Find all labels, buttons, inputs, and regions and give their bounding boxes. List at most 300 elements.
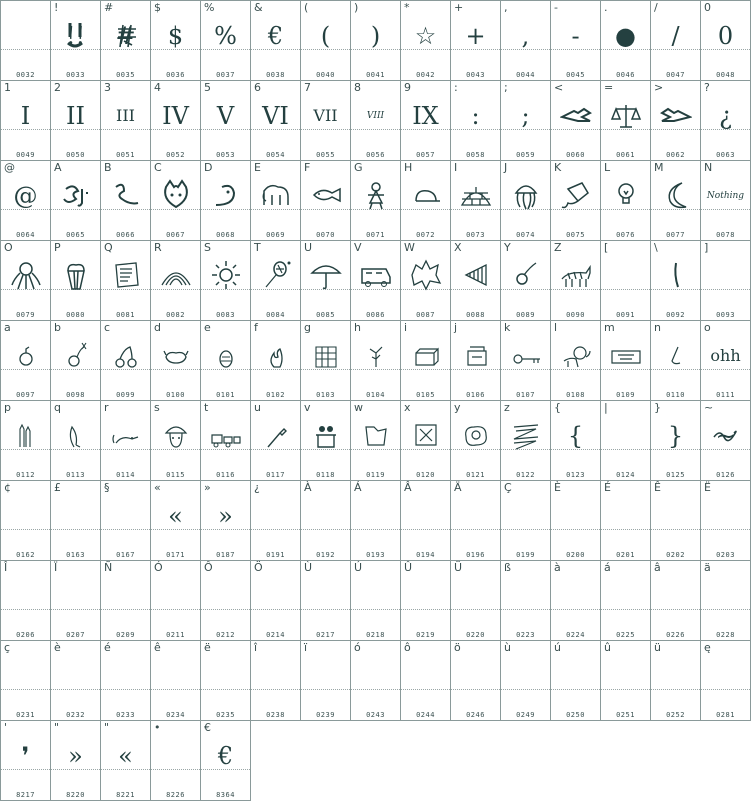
glyph-cell bbox=[450, 400, 501, 481]
code-label: 0099 bbox=[116, 391, 135, 399]
code-label: 0046 bbox=[616, 71, 635, 79]
character-label: • bbox=[154, 721, 161, 734]
character-label: " bbox=[104, 721, 110, 734]
glyph-cell bbox=[0, 400, 51, 481]
glyph-cell bbox=[600, 160, 651, 241]
baseline-guide bbox=[701, 529, 750, 530]
glyph-cell bbox=[550, 640, 601, 721]
character-label: @ bbox=[4, 161, 15, 174]
glyph-cell bbox=[700, 480, 751, 561]
code-label: 0219 bbox=[416, 631, 435, 639]
code-label: 0033 bbox=[66, 71, 85, 79]
code-label: 0086 bbox=[366, 311, 385, 319]
glyph-cell bbox=[200, 480, 251, 561]
code-label: 0102 bbox=[266, 391, 285, 399]
character-label: Y bbox=[504, 241, 511, 254]
character-label: 0 bbox=[704, 1, 711, 14]
kite-icon bbox=[560, 179, 592, 211]
glyph-cell bbox=[200, 400, 251, 481]
glyph-cell bbox=[50, 640, 101, 721]
character-label: % bbox=[204, 1, 215, 14]
character-label: B bbox=[104, 161, 112, 174]
code-label: 0231 bbox=[16, 711, 35, 719]
baseline-guide bbox=[301, 609, 350, 610]
nose-icon bbox=[660, 339, 692, 371]
guillemet-left-icon: « bbox=[168, 502, 183, 530]
character-label: S bbox=[204, 241, 211, 254]
house-tree-icon bbox=[360, 339, 392, 371]
glyph-cell bbox=[600, 480, 651, 561]
code-label: 0192 bbox=[316, 551, 335, 559]
code-label: 0196 bbox=[466, 551, 485, 559]
code-label: 8221 bbox=[116, 791, 135, 799]
umbrella-icon bbox=[310, 259, 342, 291]
brace-left-icon: { bbox=[567, 422, 584, 450]
code-label: 0187 bbox=[216, 551, 235, 559]
ampersand-icon: € bbox=[267, 22, 284, 50]
glyph-cell bbox=[500, 640, 551, 721]
character-label: ; bbox=[504, 81, 508, 94]
glyph-cell bbox=[700, 400, 751, 481]
code-label: 0249 bbox=[516, 711, 535, 719]
code-label: 0162 bbox=[16, 551, 35, 559]
roman-two-icon: II bbox=[66, 102, 85, 130]
character-label: m bbox=[604, 321, 615, 334]
roman-six-icon: VI bbox=[262, 102, 289, 130]
code-label: 0053 bbox=[216, 151, 235, 159]
character-label: b bbox=[54, 321, 61, 334]
baseline-guide bbox=[201, 689, 250, 690]
lion-icon bbox=[560, 339, 592, 371]
code-label: 0121 bbox=[466, 471, 485, 479]
glyph-cell bbox=[600, 240, 651, 321]
glyph-cell bbox=[150, 320, 201, 401]
code-label: 0223 bbox=[516, 631, 535, 639]
glyph-cell bbox=[50, 560, 101, 641]
code-label: 0214 bbox=[266, 631, 285, 639]
glyph-cell bbox=[0, 720, 51, 801]
glyph-cell bbox=[550, 0, 601, 81]
baseline-guide bbox=[651, 689, 700, 690]
character-label: Ô bbox=[204, 561, 213, 574]
glyph-cell bbox=[150, 720, 201, 801]
character-label: ~ bbox=[704, 401, 714, 414]
glyph-cell bbox=[250, 320, 301, 401]
crocodile-left-icon bbox=[560, 99, 592, 131]
baseline-guide bbox=[1, 529, 50, 530]
character-label: h bbox=[354, 321, 361, 334]
paren-right-icon: ) bbox=[370, 22, 381, 50]
character-label: w bbox=[354, 401, 363, 414]
glyph-cell bbox=[700, 160, 751, 241]
baseline-guide bbox=[601, 289, 650, 290]
character-label: : bbox=[454, 81, 458, 94]
code-label: 0252 bbox=[666, 711, 685, 719]
character-label: Ï bbox=[54, 561, 58, 574]
baseline-guide bbox=[51, 609, 100, 610]
code-label: 0055 bbox=[316, 151, 335, 159]
baseline-guide bbox=[601, 689, 650, 690]
character-label: § bbox=[104, 481, 110, 494]
baseline-guide bbox=[101, 609, 150, 610]
glyph-cell bbox=[100, 480, 151, 561]
character-label: À bbox=[304, 481, 312, 494]
x-box-icon bbox=[410, 419, 442, 451]
character-label: U bbox=[304, 241, 313, 254]
code-label: 0059 bbox=[516, 151, 535, 159]
code-label: 0120 bbox=[416, 471, 435, 479]
code-label: 0074 bbox=[516, 231, 535, 239]
code-label: 0212 bbox=[216, 631, 235, 639]
baseline-guide bbox=[201, 609, 250, 610]
glyph-cell bbox=[450, 80, 501, 161]
baseline-guide bbox=[501, 529, 550, 530]
character-label: - bbox=[554, 1, 558, 14]
brace-right-icon: } bbox=[667, 422, 684, 450]
glyph-cell bbox=[200, 560, 251, 641]
code-label: 0123 bbox=[566, 471, 585, 479]
code-label: 0104 bbox=[366, 391, 385, 399]
glyph-cell bbox=[400, 560, 451, 641]
glyph-cell bbox=[350, 0, 401, 81]
character-label: á bbox=[604, 561, 611, 574]
code-label: 0232 bbox=[66, 711, 85, 719]
character-label: K bbox=[554, 161, 562, 174]
code-label: 0066 bbox=[116, 231, 135, 239]
code-label: 0124 bbox=[616, 471, 635, 479]
baseline-guide bbox=[251, 529, 300, 530]
code-label: 0056 bbox=[366, 151, 385, 159]
apostrophe-icon: ❜ bbox=[21, 742, 30, 770]
glyph-cell bbox=[600, 560, 651, 641]
code-label: 0065 bbox=[66, 231, 85, 239]
glyph-cell bbox=[500, 320, 551, 401]
at-icon: @ bbox=[13, 182, 38, 210]
character-label: ! bbox=[54, 1, 59, 14]
glyph-cell bbox=[300, 480, 351, 561]
character-label: ) bbox=[354, 1, 359, 14]
character-label: ę bbox=[704, 641, 711, 654]
baseline-guide bbox=[451, 609, 500, 610]
code-label: 0118 bbox=[316, 471, 335, 479]
baseline-guide bbox=[451, 529, 500, 530]
code-label: 0218 bbox=[366, 631, 385, 639]
hyphen-icon: - bbox=[571, 22, 580, 50]
glyph-cell bbox=[500, 80, 551, 161]
code-label: 0054 bbox=[266, 151, 285, 159]
code-label: 0206 bbox=[16, 631, 35, 639]
girl-icon bbox=[360, 179, 392, 211]
character-label: à bbox=[554, 561, 561, 574]
character-label: c bbox=[104, 321, 111, 334]
character-label: | bbox=[604, 401, 608, 414]
character-label: C bbox=[154, 161, 162, 174]
code-label: 0071 bbox=[366, 231, 385, 239]
character-label: Ç bbox=[504, 481, 512, 494]
character-label: { bbox=[554, 401, 561, 414]
cherries-icon bbox=[110, 339, 142, 371]
character-label: Ù bbox=[304, 561, 313, 574]
character-label: £ bbox=[54, 481, 61, 494]
character-label: l bbox=[554, 321, 558, 334]
glyph-cell bbox=[700, 0, 751, 81]
baseline-guide bbox=[401, 689, 450, 690]
jar-icon bbox=[460, 339, 492, 371]
dog-icon bbox=[160, 339, 192, 371]
glyph-cell bbox=[550, 400, 601, 481]
glyph-cell bbox=[300, 400, 351, 481]
glyph-cell bbox=[350, 480, 401, 561]
guillemet-right-icon: » bbox=[218, 502, 233, 530]
character-label: ( bbox=[304, 1, 309, 14]
character-label: è bbox=[54, 641, 61, 654]
character-label: O bbox=[4, 241, 13, 254]
glyph-cell bbox=[350, 400, 401, 481]
rainbow-icon bbox=[160, 259, 192, 291]
baseline-guide bbox=[301, 689, 350, 690]
glyph-cell bbox=[600, 0, 651, 81]
code-label: 0042 bbox=[416, 71, 435, 79]
character-label: Û bbox=[404, 561, 413, 574]
character-label: Ú bbox=[354, 561, 363, 574]
code-label: 0211 bbox=[166, 631, 185, 639]
character-label: 1 bbox=[4, 81, 11, 94]
character-label: ü bbox=[654, 641, 661, 654]
code-label: 0238 bbox=[266, 711, 285, 719]
code-label: 0077 bbox=[666, 231, 685, 239]
code-label: 0067 bbox=[166, 231, 185, 239]
code-label: 0199 bbox=[516, 551, 535, 559]
code-label: 0097 bbox=[16, 391, 35, 399]
character-label: X bbox=[454, 241, 462, 254]
glyph-cell bbox=[650, 240, 701, 321]
code-label: 0044 bbox=[516, 71, 535, 79]
character-label: ï bbox=[304, 641, 308, 654]
balance-scale-icon bbox=[610, 99, 642, 131]
character-label: ' bbox=[4, 721, 8, 734]
glyph-cell bbox=[300, 80, 351, 161]
glyph-cell bbox=[550, 160, 601, 241]
glyph-cell bbox=[100, 640, 151, 721]
code-label: 0079 bbox=[16, 311, 35, 319]
code-label: 0200 bbox=[566, 551, 585, 559]
character-label: a bbox=[4, 321, 11, 334]
character-label: ¢ bbox=[4, 481, 11, 494]
paren-left-icon: ( bbox=[320, 22, 331, 50]
egg-icon bbox=[210, 339, 242, 371]
character-label: L bbox=[604, 161, 611, 174]
squiggle-icon bbox=[110, 179, 142, 211]
glyph-cell bbox=[100, 400, 151, 481]
code-label: 0063 bbox=[716, 151, 735, 159]
igloo-icon bbox=[460, 179, 492, 211]
character-label: Ñ bbox=[104, 561, 113, 574]
character-label: ë bbox=[204, 641, 211, 654]
euro-icon: € bbox=[217, 742, 234, 770]
glyph-cell bbox=[250, 240, 301, 321]
percent-icon: % bbox=[214, 22, 237, 50]
code-label: 0207 bbox=[66, 631, 85, 639]
glyph-cell bbox=[150, 240, 201, 321]
code-label: 0122 bbox=[516, 471, 535, 479]
code-label: 0117 bbox=[266, 471, 285, 479]
glyph-cell bbox=[350, 640, 401, 721]
code-label: 0043 bbox=[466, 71, 485, 79]
baseline-guide bbox=[551, 609, 600, 610]
colon-icon: : bbox=[471, 102, 480, 130]
code-label: 0045 bbox=[566, 71, 585, 79]
code-label: 0106 bbox=[466, 391, 485, 399]
character-label: o bbox=[704, 321, 711, 334]
glyph-cell bbox=[600, 320, 651, 401]
glyph-cell bbox=[350, 80, 401, 161]
baseline-guide bbox=[251, 689, 300, 690]
code-label: 0090 bbox=[566, 311, 585, 319]
character-label: q bbox=[54, 401, 61, 414]
glyph-cell bbox=[650, 160, 701, 241]
character-label: ß bbox=[504, 561, 511, 574]
baseline-guide bbox=[501, 689, 550, 690]
character-label: I bbox=[454, 161, 458, 174]
code-label: 0163 bbox=[66, 551, 85, 559]
code-label: 0072 bbox=[416, 231, 435, 239]
baseline-guide bbox=[401, 529, 450, 530]
glyph-cell bbox=[550, 240, 601, 321]
bird-head-icon bbox=[210, 179, 242, 211]
fire-icon bbox=[260, 339, 292, 371]
character-label: F bbox=[304, 161, 311, 174]
glyph-cell bbox=[700, 320, 751, 401]
code-label: 8364 bbox=[216, 791, 235, 799]
glyph-cell bbox=[700, 560, 751, 641]
glyph-cell bbox=[0, 240, 51, 321]
baseline-guide bbox=[251, 609, 300, 610]
baseline-guide bbox=[601, 609, 650, 610]
glyph-cell bbox=[400, 320, 451, 401]
roman-seven-icon: VII bbox=[313, 106, 338, 125]
code-label: 0191 bbox=[266, 551, 285, 559]
character-label: J bbox=[504, 161, 508, 174]
character-label: = bbox=[604, 81, 614, 94]
glyph-cell bbox=[250, 160, 301, 241]
character-label: Ë bbox=[704, 481, 711, 494]
dollar-icon: $ bbox=[167, 22, 184, 50]
code-label: 0226 bbox=[666, 631, 685, 639]
money-note-icon bbox=[610, 339, 642, 371]
crocodile-right-icon bbox=[660, 99, 692, 131]
character-label: ê bbox=[154, 641, 161, 654]
glyph-cell bbox=[150, 80, 201, 161]
code-label: 0126 bbox=[716, 471, 735, 479]
glyph-cell bbox=[400, 0, 451, 81]
glyph-cell bbox=[550, 480, 601, 561]
code-label: 0036 bbox=[166, 71, 185, 79]
character-label: y bbox=[454, 401, 461, 414]
character-label: ç bbox=[4, 641, 11, 654]
moon-icon bbox=[660, 179, 692, 211]
character-label: 4 bbox=[154, 81, 161, 94]
character-label: p bbox=[4, 401, 11, 414]
glyph-cell bbox=[650, 0, 701, 81]
glyph-cell bbox=[150, 560, 201, 641]
code-label: 0048 bbox=[716, 71, 735, 79]
glyph-cell bbox=[700, 640, 751, 721]
character-label: È bbox=[554, 481, 561, 494]
code-label: 0075 bbox=[566, 231, 585, 239]
character-label: } bbox=[654, 401, 661, 414]
glyph-cell bbox=[0, 560, 51, 641]
cat-face-icon bbox=[160, 179, 192, 211]
code-label: 0052 bbox=[166, 151, 185, 159]
code-label: 0092 bbox=[666, 311, 685, 319]
character-label: Ê bbox=[654, 481, 661, 494]
character-label: û bbox=[604, 641, 611, 654]
glyph-cell bbox=[250, 400, 301, 481]
glyph-cell bbox=[550, 560, 601, 641]
code-label: 0202 bbox=[666, 551, 685, 559]
glyph-cell bbox=[100, 320, 151, 401]
character-label: Q bbox=[104, 241, 113, 254]
zigzag-icon bbox=[510, 419, 542, 451]
glyph-cell bbox=[500, 400, 551, 481]
baseline-guide bbox=[651, 609, 700, 610]
glyph-cell bbox=[300, 640, 351, 721]
code-label: 0217 bbox=[316, 631, 335, 639]
glyph-cell bbox=[50, 160, 101, 241]
lightbulb-icon bbox=[610, 179, 642, 211]
glyph-cell bbox=[350, 560, 401, 641]
baseline-guide bbox=[51, 529, 100, 530]
code-label: 0061 bbox=[616, 151, 635, 159]
glyph-cell bbox=[0, 160, 51, 241]
quill-icon bbox=[60, 419, 92, 451]
glyph-cell bbox=[450, 640, 501, 721]
code-label: 0058 bbox=[466, 151, 485, 159]
glyph-cell bbox=[650, 560, 701, 641]
glyph-cell bbox=[450, 0, 501, 81]
character-label: Ó bbox=[154, 561, 163, 574]
code-label: 0171 bbox=[166, 551, 185, 559]
glyph-cell bbox=[350, 240, 401, 321]
code-label: 0234 bbox=[166, 711, 185, 719]
zebra-icon bbox=[560, 259, 592, 291]
baseline-guide bbox=[401, 609, 450, 610]
character-label: \ bbox=[654, 241, 658, 254]
code-label: 0281 bbox=[716, 711, 735, 719]
dot-icon: ● bbox=[615, 22, 636, 50]
glyph-cell bbox=[50, 400, 101, 481]
code-label: 0082 bbox=[166, 311, 185, 319]
code-label: 0107 bbox=[516, 391, 535, 399]
character-label: W bbox=[404, 241, 415, 254]
character-label: r bbox=[104, 401, 109, 414]
code-label: 0109 bbox=[616, 391, 635, 399]
character-label: R bbox=[154, 241, 162, 254]
character-label: ? bbox=[704, 81, 710, 94]
character-label: & bbox=[254, 1, 263, 14]
yoyo-icon bbox=[510, 259, 542, 291]
code-label: 0114 bbox=[116, 471, 135, 479]
glyph-cell bbox=[250, 560, 301, 641]
glyph-cell bbox=[200, 80, 251, 161]
code-label: 0243 bbox=[366, 711, 385, 719]
character-label: N bbox=[704, 161, 713, 174]
glyph-cell bbox=[650, 640, 701, 721]
character-label: v bbox=[304, 401, 311, 414]
glyph-cell bbox=[500, 480, 551, 561]
comma-icon: , bbox=[521, 22, 530, 50]
glyph-cell bbox=[50, 480, 101, 561]
